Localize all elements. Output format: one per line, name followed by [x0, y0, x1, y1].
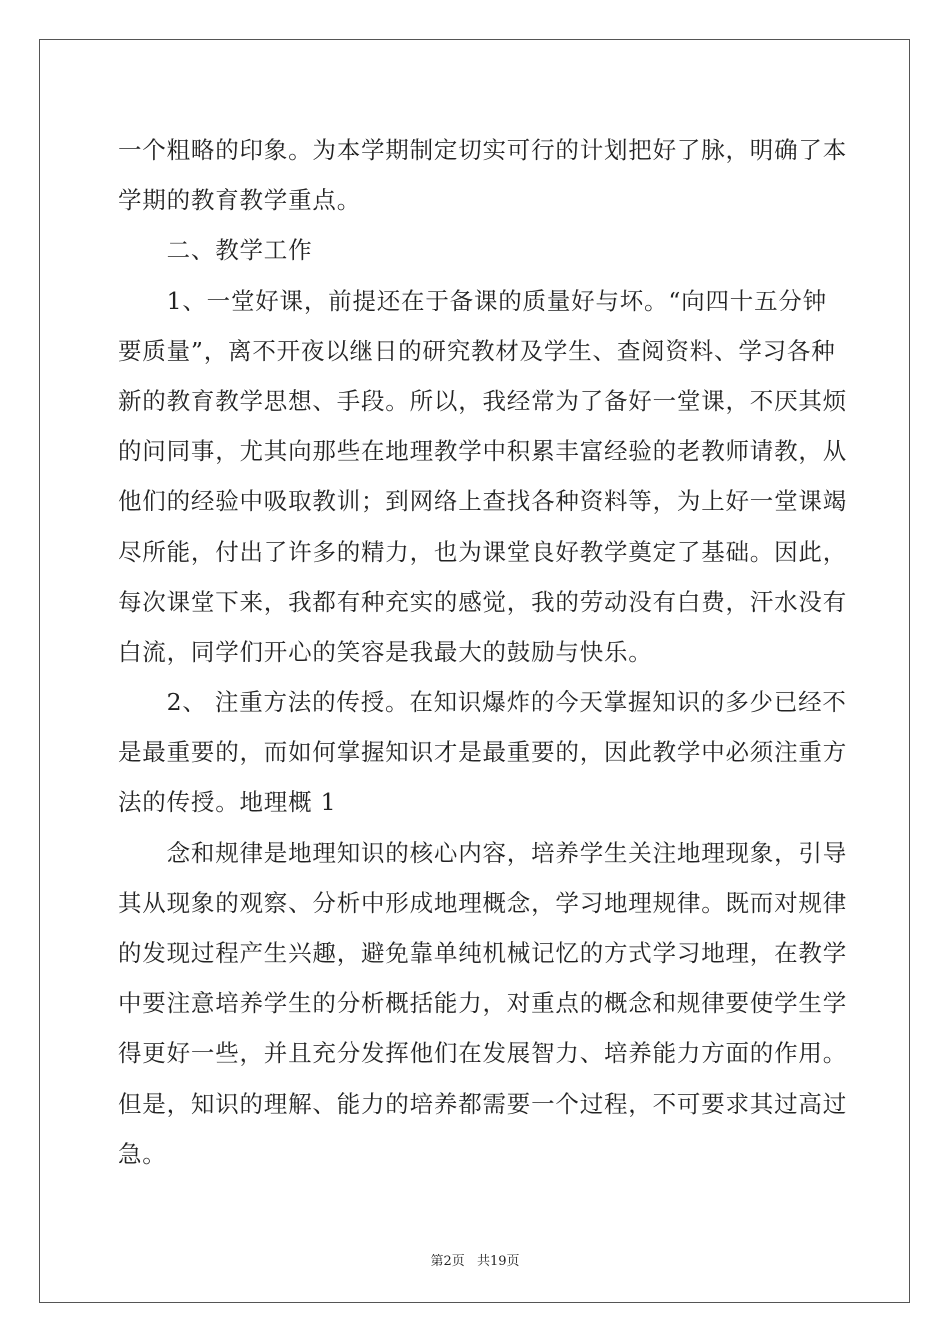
text-line: 每次课堂下来，我都有种充实的感觉，我的劳动没有白费，汗水没有	[118, 587, 847, 616]
text-line: 中要注意培养学生的分析概括能力，对重点的概念和规律要使学生学	[118, 989, 847, 1018]
text-line: 的发现过程产生兴趣，避免靠单纯机械记忆的方式学习地理，在教学	[118, 939, 847, 967]
text-line: 2、 注重方法的传授。在知识爆炸的今天掌握知识的多少已经不	[118, 688, 847, 717]
text-line: 念和规律是地理知识的核心内容，培养学生关注地理现象，引导	[118, 838, 847, 867]
text-line: 1、一堂好课，前提还在于备课的质量好与坏。“向四十五分钟	[118, 286, 827, 315]
text-line: 得更好一些，并且充分发挥他们在发展智力、培养能力方面的作用。	[118, 1039, 847, 1068]
text-line: 法的传授。地理概 1	[118, 788, 337, 817]
text-line: 一个粗略的印象。为本学期制定切实可行的计划把好了脉，明确了本	[118, 136, 847, 164]
text-line: 的问同事，尤其向那些在地理教学中积累丰富经验的老教师请教，从	[118, 437, 847, 466]
text-line: 但是，知识的理解、能力的培养都需要一个过程，不可要求其过高过	[118, 1089, 847, 1118]
text-line: 新的教育教学思想、手段。所以，我经常为了备好一堂课，不厌其烦	[118, 386, 847, 415]
page-footer	[0, 1250, 950, 1269]
document-body	[118, 125, 847, 1179]
text-line: 学期的教育教学重点。	[118, 186, 361, 215]
text-line: 尽所能，付出了许多的精力，也为课堂良好教学奠定了基础。因此，	[118, 537, 847, 566]
text-line: 急。	[118, 1139, 167, 1168]
section-heading: 二、教学工作	[118, 236, 313, 265]
text-line: 他们的经验中吸取教训；到网络上查找各种资料等，为上好一堂课竭	[118, 487, 847, 516]
text-line: 是最重要的，而如何掌握知识才是最重要的，因此教学中必须注重方	[118, 738, 847, 767]
text-line: 其从现象的观察、分析中形成地理概念，学习地理规律。既而对规律	[118, 888, 847, 917]
page-number: 第2页	[430, 1254, 465, 1269]
page-total: 共19页	[476, 1254, 520, 1269]
text-line: 要质量”，离不开夜以继日的研究教材及学生、查阅资料、学习各种	[118, 336, 836, 365]
text-line: 白流，同学们开心的笑容是我最大的鼓励与快乐。	[118, 637, 653, 666]
